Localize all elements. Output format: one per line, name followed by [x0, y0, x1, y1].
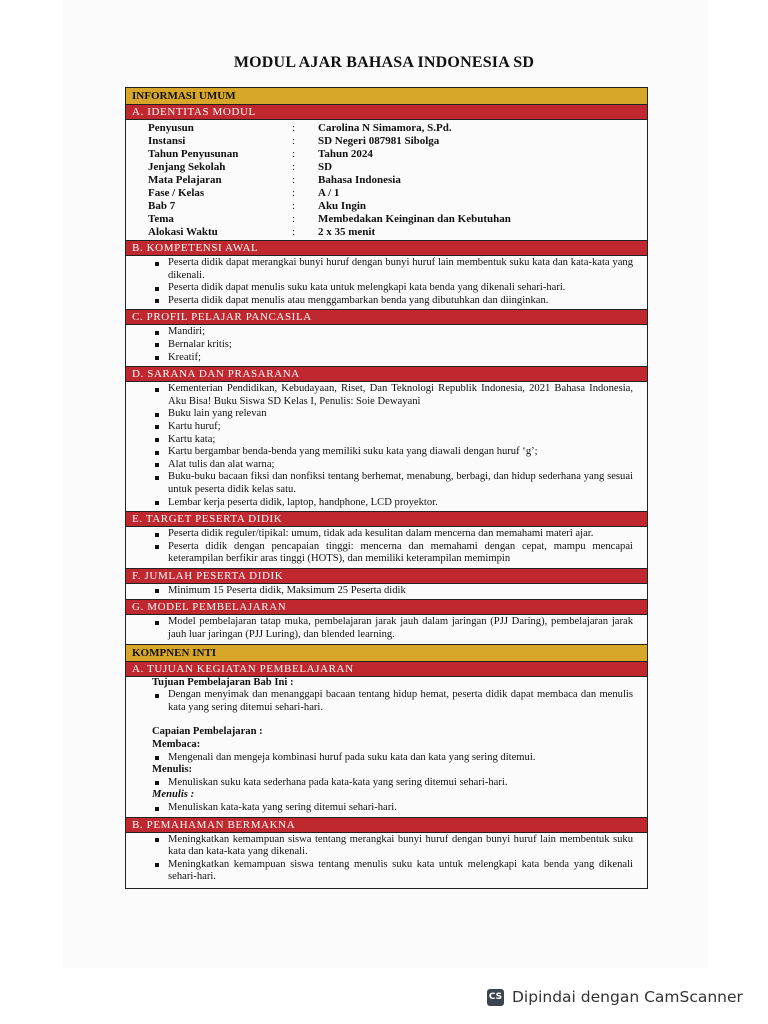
- identitas-value: 2 x 35 menit: [318, 226, 376, 238]
- list-item: Bernalar kritis;: [154, 339, 633, 352]
- header-profil-pelajar: C. PROFIL PELAJAR PANCASILA: [126, 310, 647, 325]
- list-item: Kreatif;: [154, 352, 633, 365]
- list-item: Peserta didik dapat menulis atau menggambarkan benda yang dibutuhkan dan diinginkan.: [154, 295, 633, 308]
- identitas-row: [148, 200, 647, 213]
- identitas-value: SD: [318, 161, 333, 173]
- list-item: Mengenali dan mengeja kombinasi huruf pada suku kata dan kata yang sering ditemui.: [154, 752, 633, 765]
- colon: :: [292, 226, 296, 238]
- camscanner-logo-icon: CS: [487, 989, 504, 1006]
- list-item: Peserta didik reguler/tipikal: umum, tidak ada kesulitan dalam mencerna dan memahami materi ajar.: [154, 528, 633, 541]
- identitas-table: [126, 120, 647, 241]
- identitas-value: Aku Ingin: [318, 200, 367, 212]
- identitas-key: Alokasi Waktu: [148, 226, 218, 238]
- list-item: Buku-buku bacaan fiksi dan nonfiksi tentang berhemat, menabung, berbagi, dan hidup sederhana yang sesuai untuk peserta didik kelas satu.: [154, 471, 633, 496]
- list-item: Menuliskan suku kata sederhana pada kata-kata yang sering ditemui sehari-hari.: [154, 777, 633, 790]
- identitas-key: Fase / Kelas: [148, 187, 205, 199]
- colon: :: [292, 135, 296, 147]
- menulis-label-2: Menulis :: [152, 789, 195, 801]
- menulis-label: Menulis:: [152, 764, 193, 776]
- jumlah-section: [126, 584, 647, 601]
- list-item: Kartu huruf;: [154, 421, 633, 434]
- identitas-row: [148, 135, 647, 148]
- colon: :: [292, 213, 296, 225]
- identitas-key: Instansi: [148, 135, 186, 147]
- identitas-key: Bab 7: [148, 200, 176, 212]
- colon: :: [292, 200, 296, 212]
- module-table: [125, 87, 648, 889]
- profil-section: [126, 325, 647, 367]
- colon: :: [292, 174, 296, 186]
- list-item: Meningkatkan kemampuan siswa tentang merangkai bunyi huruf dengan bunyi huruf lain membentuk suku kata dan kata-kata yang dikenali.: [154, 834, 633, 859]
- identitas-row: [148, 122, 647, 135]
- identitas-value: Tahun 2024: [318, 148, 373, 160]
- identitas-row: [148, 174, 647, 187]
- capaian-label: Capaian Pembelajaran :: [152, 726, 263, 738]
- sarana-section: [126, 382, 647, 512]
- identitas-value: Bahasa Indonesia: [318, 174, 401, 186]
- list-item: Peserta didik dapat merangkai bunyi huruf dengan bunyi huruf lain membentuk suku kata dan kata-kata yang dikenali.: [154, 257, 633, 282]
- model-section: [126, 615, 647, 644]
- identitas-key: Jenjang Sekolah: [148, 161, 226, 173]
- identitas-row: [148, 226, 647, 239]
- section-informasi-umum: INFORMASI UMUM: [126, 88, 647, 105]
- page-title: MODUL AJAR BAHASA INDONESIA SD: [233, 54, 535, 71]
- identitas-key: Tema: [148, 213, 174, 225]
- identitas-value: Carolina N Simamora, S.Pd.: [318, 122, 452, 134]
- identitas-row: [148, 187, 647, 200]
- header-target-peserta: E. TARGET PESERTA DIDIK: [126, 512, 647, 527]
- colon: :: [292, 161, 296, 173]
- list-item: Kartu bergambar benda-benda yang memiliki suku kata yang diawali dengan huruf ‘g’;: [154, 446, 633, 459]
- section-komponen-inti: KOMPNEN INTI: [126, 645, 647, 662]
- list-item: Mandiri;: [154, 326, 633, 339]
- list-item: Buku lain yang relevan: [154, 408, 633, 421]
- header-tujuan-kegiatan: A. TUJUAN KEGIATAN PEMBELAJARAN: [126, 662, 647, 677]
- kompetensi-awal-section: [126, 256, 647, 310]
- header-jumlah-peserta: F. JUMLAH PESERTA DIDIK: [126, 569, 647, 584]
- identitas-value: A / 1: [318, 187, 340, 199]
- list-item: Model pembelajaran tatap muka, pembelajaran jarak jauh dalam jaringan (PJJ Daring), pembelajaran jarak jauh luar jaringan (PJJ Luring), dan blended learning.: [154, 616, 633, 641]
- list-item: Meningkatkan kemampuan siswa tentang menulis suku kata untuk melengkapi kata benda yang dikenali sehari-hari.: [154, 859, 633, 884]
- identitas-row: [148, 213, 647, 226]
- header-model-pembelajaran: G. MODEL PEMBELAJARAN: [126, 600, 647, 615]
- identitas-value: SD Negeri 087981 Sibolga: [318, 135, 440, 147]
- list-item: Lembar kerja peserta didik, laptop, handphone, LCD proyektor.: [154, 497, 633, 510]
- identitas-key: Tahun Penyusunan: [148, 148, 239, 160]
- tujuan-section: [126, 677, 647, 818]
- camscanner-text: Dipindai dengan CamScanner: [512, 988, 743, 1006]
- pemahaman-section: [126, 833, 647, 888]
- list-item: Dengan menyimak dan menanggapi bacaan tentang hidup hemat, peserta didik dapat membaca dan menulis kata yang sering ditemui sehari-hari.: [154, 689, 633, 714]
- header-kompetensi-awal: B. KOMPETENSI AWAL: [126, 241, 647, 256]
- header-pemahaman-bermakna: B. PEMAHAMAN BERMAKNA: [126, 818, 647, 833]
- target-section: [126, 527, 647, 569]
- list-item: Alat tulis dan alat warna;: [154, 459, 633, 472]
- identitas-key: Penyusun: [148, 122, 194, 134]
- camscanner-watermark: [473, 982, 755, 1012]
- membaca-label: Membaca:: [152, 739, 201, 751]
- header-sarana-prasarana: D. SARANA DAN PRASARANA: [126, 367, 647, 382]
- tujuan-bab-label: Tujuan Pembelajaran Bab Ini :: [152, 676, 294, 688]
- list-item: Peserta didik dengan pencapaian tinggi: mencerna dan memahami dengan cepat, mampu mencapai keterampilan berfikir aras tinggi (HOTS), dan memiliki keterampilan memimpin: [154, 541, 633, 566]
- identitas-value: Membedakan Keinginan dan Kebutuhan: [318, 213, 511, 225]
- identitas-row: [148, 161, 647, 174]
- identitas-key: Mata Pelajaran: [148, 174, 222, 186]
- list-item: Menuliskan kata-kata yang sering ditemui sehari-hari.: [154, 802, 633, 815]
- colon: :: [292, 122, 296, 134]
- header-identitas-modul: A. IDENTITAS MODUL: [126, 105, 647, 120]
- list-item: Minimum 15 Peserta didik, Maksimum 25 Peserta didik: [154, 585, 633, 598]
- colon: :: [292, 148, 296, 160]
- identitas-row: [148, 148, 647, 161]
- list-item: Kementerian Pendidikan, Kebudayaan, Riset, Dan Teknologi Republik Indonesia, 2021 Bahasa Indonesia, Aku Bisa! Buku Siswa SD Kelas I, Penulis: Soie Dewayani: [154, 383, 633, 408]
- list-item: Kartu kata;: [154, 434, 633, 447]
- colon: :: [292, 187, 296, 199]
- list-item: Peserta didik dapat menulis suku kata untuk melengkapi kata benda yang dikenali sehari-hari.: [154, 282, 633, 295]
